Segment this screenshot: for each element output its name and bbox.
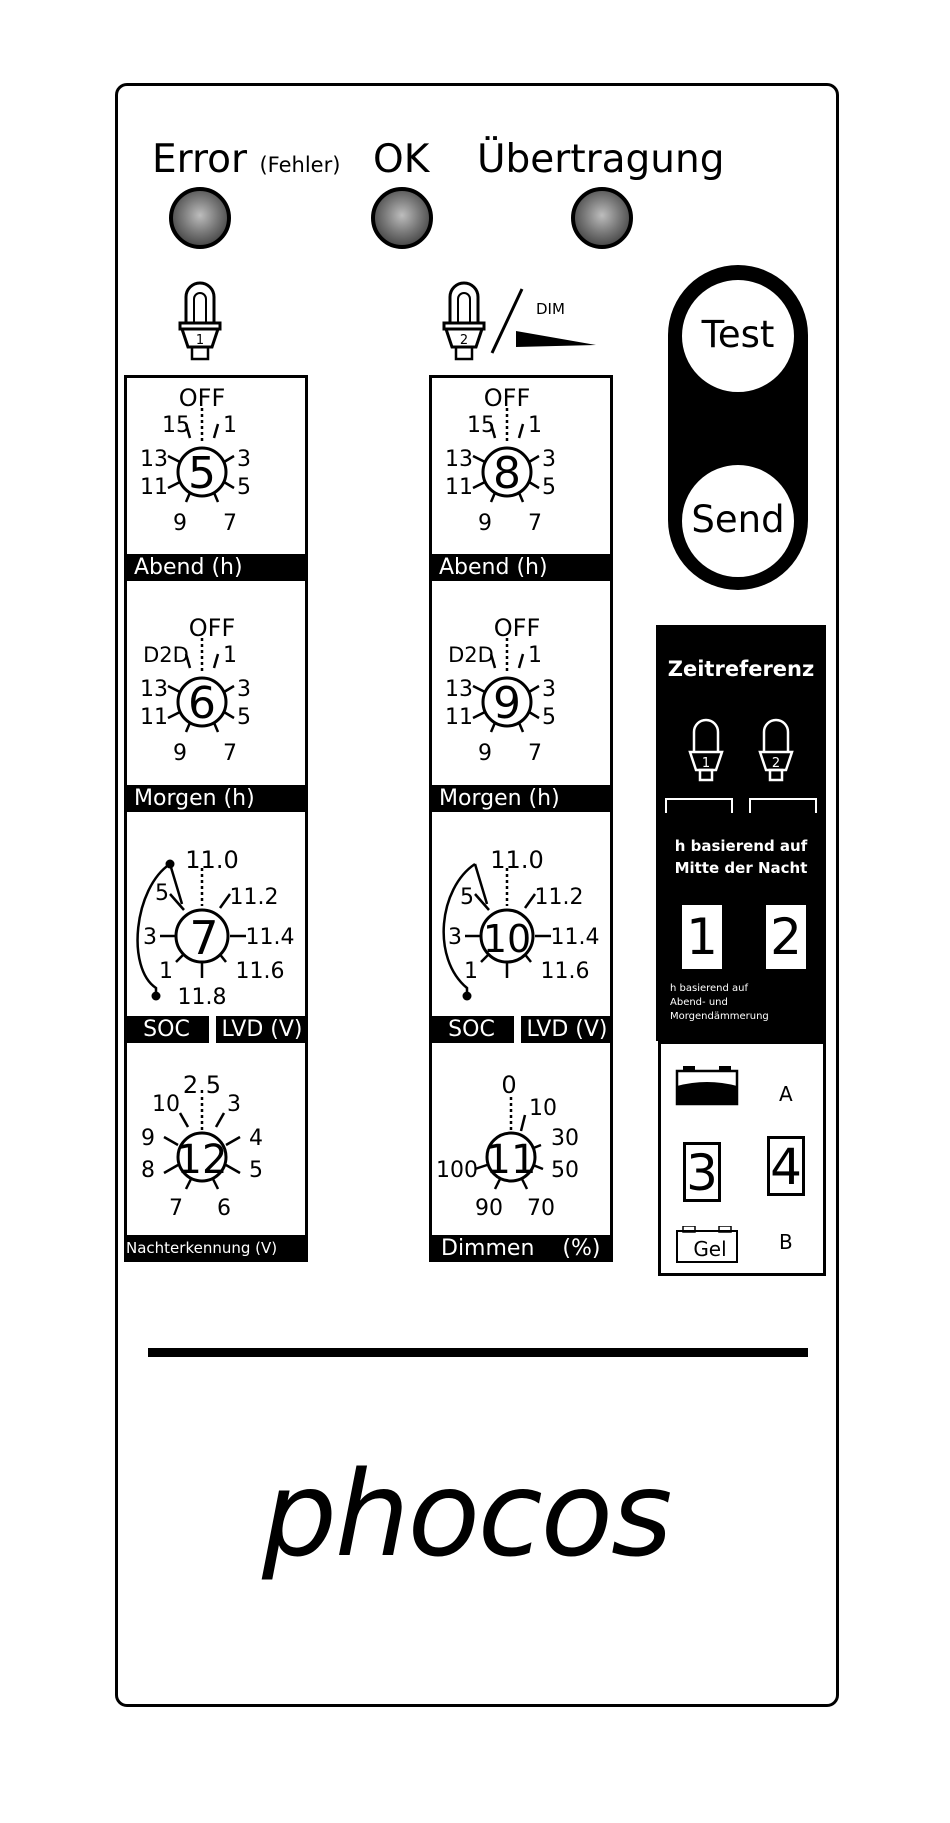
dial-label: 9 bbox=[141, 1126, 155, 1151]
dial-label: 7 bbox=[223, 511, 237, 536]
dial-label: 13 bbox=[445, 677, 473, 702]
dial-label: 1 bbox=[528, 643, 542, 668]
dial-label: 11 bbox=[140, 705, 168, 730]
dial-label: 11.4 bbox=[245, 925, 295, 950]
dial-label: 1 bbox=[464, 959, 478, 984]
transfer-led bbox=[571, 187, 633, 249]
dial-10-soc-lvd[interactable] bbox=[431, 838, 611, 1018]
dial-label: 11.2 bbox=[534, 885, 584, 910]
dial-label: 11 bbox=[445, 705, 473, 730]
soc-1-label: SOC bbox=[124, 1016, 209, 1043]
dial-7-soc-lvd[interactable] bbox=[126, 838, 306, 1018]
ok-led bbox=[371, 187, 433, 249]
divider bbox=[148, 1348, 808, 1357]
battery-switch-4[interactable]: 4 bbox=[767, 1136, 805, 1196]
dial-label: 3 bbox=[143, 925, 157, 950]
abend-2-label: Abend (h) bbox=[429, 554, 613, 581]
battery-selector bbox=[658, 1041, 826, 1276]
error-led bbox=[169, 187, 231, 249]
dial-label: 9 bbox=[478, 511, 492, 536]
dial-label: 3 bbox=[237, 447, 251, 472]
dial-label: 3 bbox=[448, 925, 462, 950]
battery-switch-3[interactable]: 3 bbox=[683, 1142, 721, 1202]
dial-label: 5 bbox=[542, 705, 556, 730]
dial-label: OFF bbox=[493, 614, 541, 642]
dial-11-value: 11 bbox=[485, 1137, 537, 1183]
ok-label: OK bbox=[373, 137, 430, 182]
zeit-lamp-1-number: 1 bbox=[701, 756, 711, 771]
phocos-logo: phocos bbox=[262, 1445, 671, 1583]
dial-label: OFF bbox=[483, 384, 531, 412]
zeitreferenz-title: Zeitreferenz bbox=[667, 657, 815, 681]
dial-label: 11 bbox=[445, 475, 473, 500]
zeit-lamp-2-number: 2 bbox=[771, 756, 781, 771]
dial-label: 10 bbox=[529, 1096, 557, 1121]
dial-5-abend[interactable] bbox=[126, 380, 306, 552]
dial-label: 7 bbox=[528, 511, 542, 536]
dial-label: 4 bbox=[249, 1126, 263, 1151]
dial-9-value: 9 bbox=[493, 678, 521, 729]
lamp-1-number: 1 bbox=[195, 333, 205, 348]
error-label: Error (Fehler) bbox=[152, 137, 341, 182]
dial-6-value: 6 bbox=[188, 678, 216, 729]
dial-8-value: 8 bbox=[493, 448, 521, 499]
dial-12-nachterkennung[interactable] bbox=[126, 1065, 306, 1235]
dial-label: 15 bbox=[467, 413, 495, 438]
dial-label: 1 bbox=[159, 959, 173, 984]
zeit-switch-2[interactable]: 2 bbox=[766, 905, 806, 969]
dial-label: 3 bbox=[542, 447, 556, 472]
dial-label: 2.5 bbox=[182, 1071, 222, 1099]
dial-label: 1 bbox=[223, 643, 237, 668]
dial-label: 11.6 bbox=[235, 959, 285, 984]
dial-label: 11.6 bbox=[540, 959, 590, 984]
dim-label: DIM bbox=[536, 300, 565, 318]
morgen-1-label: Morgen (h) bbox=[124, 785, 308, 812]
nachterkennung-label: Nachterkennung (V) bbox=[124, 1235, 308, 1262]
dial-label: 5 bbox=[249, 1158, 263, 1183]
battery-gel-label: Gel bbox=[693, 1237, 727, 1261]
dial-label: 15 bbox=[162, 413, 190, 438]
dial-8-abend[interactable] bbox=[431, 380, 611, 552]
dial-label: 7 bbox=[169, 1196, 183, 1221]
dial-10-value: 10 bbox=[482, 917, 532, 961]
zeit-foot-text: h basierend auf Abend- und Morgendämmerung bbox=[670, 983, 769, 1022]
dial-label: 11.2 bbox=[229, 885, 279, 910]
zeitreferenz-brackets bbox=[656, 793, 826, 817]
dial-label: 7 bbox=[223, 741, 237, 766]
send-button[interactable]: Send bbox=[679, 462, 797, 580]
abend-1-label: Abend (h) bbox=[124, 554, 308, 581]
battery-b-label: B bbox=[779, 1230, 793, 1254]
test-button[interactable]: Test bbox=[679, 277, 797, 395]
dial-6-morgen[interactable] bbox=[126, 610, 306, 782]
dial-label: 3 bbox=[237, 677, 251, 702]
dial-label: 11.4 bbox=[550, 925, 600, 950]
dial-label: 9 bbox=[173, 741, 187, 766]
zeitreferenz-panel bbox=[656, 625, 826, 1041]
soc-2-label: SOC bbox=[429, 1016, 514, 1043]
dial-label: OFF bbox=[188, 614, 236, 642]
dial-label: D2D bbox=[143, 643, 189, 667]
dial-label: 1 bbox=[528, 413, 542, 438]
dial-5-value: 5 bbox=[188, 448, 216, 499]
dial-label: 50 bbox=[551, 1158, 579, 1183]
morgen-2-label: Morgen (h) bbox=[429, 785, 613, 812]
dial-7-value: 7 bbox=[189, 911, 219, 965]
dial-label: 5 bbox=[237, 475, 251, 500]
dial-label: 100 bbox=[436, 1158, 478, 1183]
battery-a-label: A bbox=[779, 1082, 793, 1106]
zeitreferenz-lamps bbox=[668, 712, 818, 792]
dial-label: 6 bbox=[217, 1196, 231, 1221]
dial-label: 13 bbox=[445, 447, 473, 472]
dial-11-dimmen[interactable] bbox=[431, 1065, 611, 1235]
dial-label: 9 bbox=[173, 511, 187, 536]
dial-label: 8 bbox=[141, 1158, 155, 1183]
dial-label: 9 bbox=[478, 741, 492, 766]
dial-label: 90 bbox=[475, 1196, 503, 1221]
dial-label: 7 bbox=[528, 741, 542, 766]
dial-label: 10 bbox=[152, 1092, 180, 1117]
dial-12-value: 12 bbox=[176, 1137, 228, 1183]
dial-label: 0 bbox=[501, 1071, 517, 1099]
dial-label: 5 bbox=[460, 885, 474, 910]
dial-label: 3 bbox=[542, 677, 556, 702]
dial-label: 1 bbox=[223, 413, 237, 438]
dial-label: OFF bbox=[178, 384, 226, 412]
dial-label: 11 bbox=[140, 475, 168, 500]
dial-label: 5 bbox=[237, 705, 251, 730]
dimmen-label: Dimmen (%) bbox=[429, 1235, 613, 1262]
dial-label: 11.8 bbox=[177, 985, 227, 1010]
dial-label: 11.0 bbox=[185, 846, 239, 874]
lamp-2-number: 2 bbox=[459, 333, 469, 348]
lvd-2-label: LVD (V) bbox=[521, 1016, 613, 1043]
zeit-switch-1[interactable]: 1 bbox=[682, 905, 722, 969]
dial-label: 30 bbox=[551, 1126, 579, 1151]
dial-label: 70 bbox=[527, 1196, 555, 1221]
dial-label: 3 bbox=[227, 1092, 241, 1117]
dial-label: 13 bbox=[140, 677, 168, 702]
dial-label: 13 bbox=[140, 447, 168, 472]
lvd-1-label: LVD (V) bbox=[216, 1016, 308, 1043]
battery-filled-icon bbox=[675, 1066, 739, 1106]
dial-label: 11.0 bbox=[490, 846, 544, 874]
dial-label: D2D bbox=[448, 643, 494, 667]
dial-label: 5 bbox=[542, 475, 556, 500]
lamp-1-icon bbox=[170, 275, 230, 365]
dial-label: 5 bbox=[155, 881, 169, 906]
dial-9-morgen[interactable] bbox=[431, 610, 611, 782]
zeit-mid-text: h basierend auf Mitte der Nacht bbox=[674, 837, 808, 877]
transfer-label: Übertragung bbox=[477, 137, 725, 182]
lamp-2-dim-icon bbox=[434, 275, 604, 365]
